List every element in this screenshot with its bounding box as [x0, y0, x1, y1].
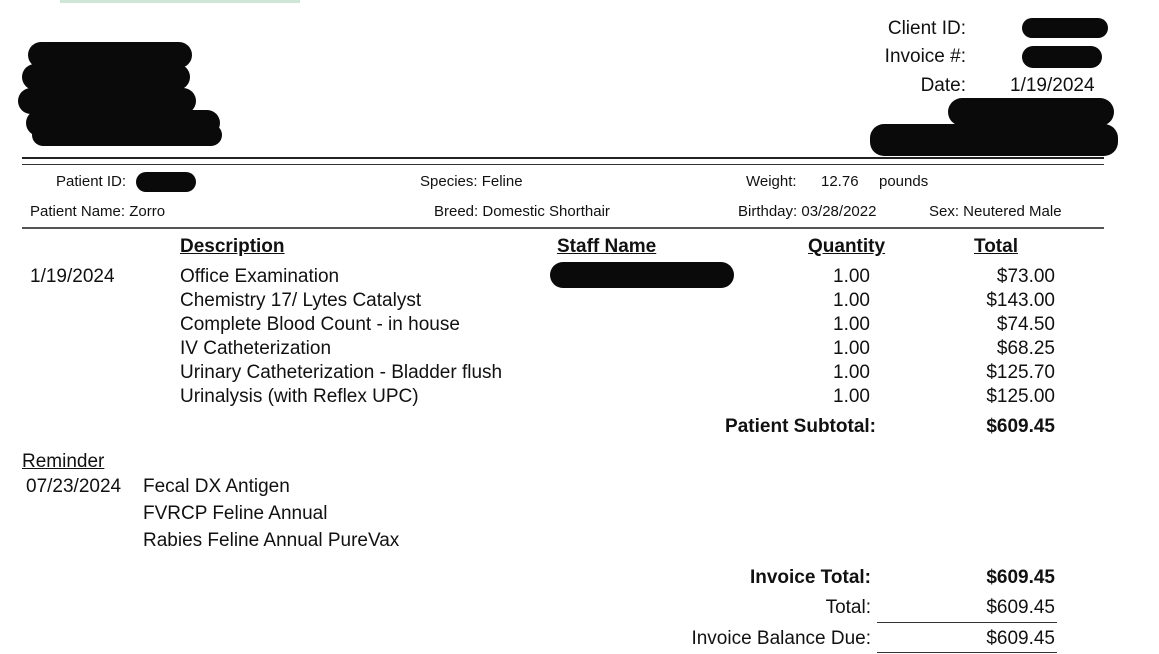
- balance-underline: [877, 652, 1057, 653]
- row-quantity: 1.00: [833, 266, 870, 287]
- patient-species: Species: Feline: [420, 173, 523, 190]
- reminder-item: Rabies Feline Annual PureVax: [143, 530, 400, 551]
- row-description: Urinary Catheterization - Bladder flush: [180, 362, 503, 383]
- row-total: $125.70: [986, 362, 1055, 383]
- header-divider-secondary: [22, 164, 1104, 165]
- invoice-number-label: Invoice #:: [884, 46, 966, 67]
- reminder-item: FVRCP Feline Annual: [143, 503, 328, 524]
- patient-breed: Breed: Domestic Shorthair: [434, 203, 610, 220]
- patient-weight-value: 12.76: [821, 173, 859, 190]
- invoice-total-label: Invoice Total:: [749, 567, 871, 588]
- total-value: $609.45: [986, 597, 1055, 618]
- row-quantity: 1.00: [833, 290, 870, 311]
- row-total: $73.00: [996, 266, 1055, 287]
- row-total: $68.25: [996, 338, 1055, 359]
- service-date: 1/19/2024: [30, 266, 115, 287]
- row-description: IV Catheterization: [180, 338, 332, 359]
- reminder-date: 07/23/2024: [26, 476, 122, 497]
- client-id-label: Client ID:: [887, 18, 966, 39]
- reminder-item: Fecal DX Antigen: [143, 476, 290, 497]
- row-total: $143.00: [986, 290, 1055, 311]
- col-header-total: Total: [974, 236, 1018, 257]
- top-accent-bar: [60, 0, 300, 3]
- col-header-description: Description: [180, 236, 285, 257]
- patient-name: Patient Name: Zorro: [30, 203, 166, 220]
- row-quantity: 1.00: [833, 314, 870, 335]
- redacted-client-id: [1022, 18, 1108, 38]
- total-label: Total:: [825, 597, 871, 618]
- row-quantity: 1.00: [833, 362, 870, 383]
- redacted-staff-name: [550, 262, 734, 288]
- reminder-title: Reminder: [22, 451, 105, 472]
- patient-subtotal-label: Patient Subtotal:: [725, 416, 876, 437]
- redacted-patient-id: [136, 172, 196, 192]
- patient-divider: [22, 227, 1104, 229]
- balance-due-value: $609.45: [986, 628, 1055, 649]
- patient-weight-unit: pounds: [879, 173, 929, 190]
- invoice-total-value: $609.45: [986, 567, 1055, 588]
- row-description: Urinalysis (with Reflex UPC): [180, 386, 419, 407]
- patient-subtotal-value: $609.45: [986, 416, 1055, 437]
- total-underline: [877, 622, 1057, 623]
- patient-weight-label: Weight:: [746, 173, 797, 190]
- balance-due-label: Invoice Balance Due:: [691, 628, 871, 649]
- redacted-invoice-number: [1022, 46, 1102, 68]
- col-header-quantity: Quantity: [808, 236, 886, 257]
- invoice-date: 1/19/2024: [1010, 75, 1095, 96]
- row-description: Office Examination: [180, 266, 340, 287]
- date-label: Date:: [920, 75, 966, 96]
- row-description: Complete Blood Count - in house: [180, 314, 460, 335]
- patient-sex: Sex: Neutered Male: [929, 203, 1062, 220]
- row-total: $74.50: [996, 314, 1055, 335]
- row-total: $125.00: [986, 386, 1055, 407]
- row-quantity: 1.00: [833, 338, 870, 359]
- row-description: Chemistry 17/ Lytes Catalyst: [180, 290, 422, 311]
- header-divider: [22, 157, 1104, 159]
- patient-birthday: Birthday: 03/28/2022: [738, 203, 877, 220]
- row-quantity: 1.00: [833, 386, 870, 407]
- patient-id-label: Patient ID:: [56, 173, 127, 190]
- col-header-staff: Staff Name: [557, 236, 657, 257]
